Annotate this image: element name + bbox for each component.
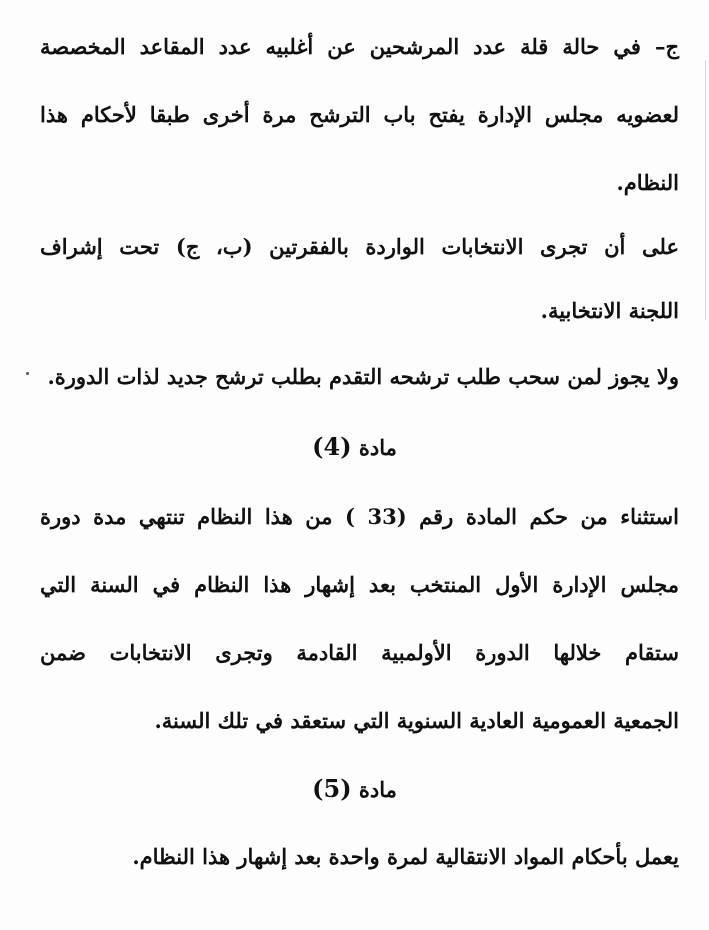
supervision-line-2: اللجنة الانتخابية. <box>540 298 679 323</box>
article-4-number: (4) <box>312 432 352 461</box>
article-5-word: مادة <box>358 777 397 802</box>
article-4-line-4: الجمعية العمومية العادية السنوية التي ستعقد في تلك السنة. <box>154 708 679 733</box>
clause-c-line-1: ج– في حالة قلة عدد المرشحين عن أغلبيه عدد المقاعد المخصصة <box>40 34 679 59</box>
article-4-heading <box>0 432 709 463</box>
article-4-word: مادة <box>358 435 397 460</box>
article-4-line-1: استثناء من حكم المادة رقم (33 ) من هذا النظام تنتهي مدة دورة <box>40 504 679 529</box>
withdrawal-line: ولا يجوز لمن سحب طلب ترشحه التقدم بطلب ترشح جديد لذات الدورة. <box>47 364 679 389</box>
scan-speck <box>26 372 29 375</box>
article-5-line-1: يعمل بأحكام المواد الانتقالية لمرة واحدة بعد إشهار هذا النظام. <box>132 844 679 869</box>
article-4-line-2: مجلس الإدارة الأول المنتخب بعد إشهار هذا النظام في السنة التي <box>40 572 679 597</box>
article-5-heading <box>0 774 709 805</box>
clause-c-line-2: لعضويه مجلس الإدارة يفتح باب الترشح مرة أخرى طبقا لأحكام هذا <box>40 102 679 127</box>
page-edge-line <box>705 60 706 320</box>
article-5-number: (5) <box>312 774 352 803</box>
article-4-line-3: ستقام خلالها الدورة الأولمبية القادمة وتجرى الانتخابات ضمن <box>40 640 679 665</box>
supervision-line-1: على أن تجرى الانتخابات الواردة بالفقرتين (ب، ج) تحت إشراف <box>40 234 679 259</box>
clause-c-line-3: النظام. <box>616 170 679 195</box>
